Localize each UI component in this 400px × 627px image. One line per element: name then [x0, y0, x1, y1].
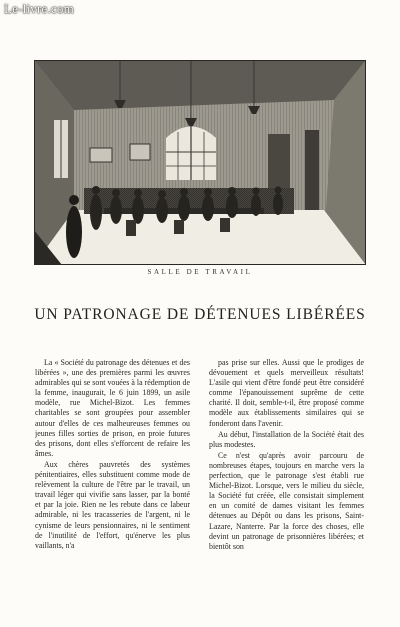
paragraph: Aux chères pauvretés des systèmes pénitentiaires, elles substituent comme mode de relèvement la culture de l'être par le travail, un travail léger qui vivifie sans lasser, par la bonté et par la joie. Rien ne les rebute dans ce labeur admirable, ni les tracasseries de l'argent, ni le cynisme de leurs pensionnaires, ni le sentiment de l'inutilité de l'effort, qu'énerve les plus vaillants, n'a	[35, 459, 190, 550]
site-watermark: Le-livre.com	[4, 1, 74, 16]
text-column-left	[35, 358, 190, 613]
paragraph: Ce n'est qu'après avoir parcouru de nombreuses étapes, toujours en marche vers la perfection, que le patronage s'est établi rue Michel-Bizot. Lorsque, vers le milieu du siècle, la Société fut créée, elle consistait simplement en un comité de dames visitant les femmes détenues au Dépôt ou dans les prisons, Saint-Lazare, Nanterre. Par la force des choses, elle devint un patronage de prisonnières libérées; et bientôt son	[209, 450, 364, 551]
illustration-caption: SALLE DE TRAVAIL	[147, 268, 253, 276]
paragraph: La « Société du patronage des détenues et des libérées », une des premières parmi les œuvres admirables qui se sont vouées à la rédemption de la femme, inaugurait, le 6 juin 1899, un asile modèle, rue Michel-Bizot. Les femmes charitables se sont groupées pour assembler autour d'elles de ces malheureuses femmes ou jeunes filles sorties de prison, en proie futures des prisons, dont elles s'efforcent de refaire les âmes.	[35, 358, 190, 458]
paragraph: pas prise sur elles. Aussi que le prodiges de dévouement et quels merveilleux résultats! L'asile qui vient d'être fondé peut être considéré comme l'épanouissement suprême de cette charité. Il doit, semble-t-il, être proposé comme modèle aux établissements similaires qui se fonderont dans l'avenir.	[209, 358, 364, 428]
engraving-workroom-scene-icon	[34, 60, 366, 265]
text-column-right	[209, 358, 364, 613]
engraving-illustration	[34, 60, 366, 265]
paragraph: Au début, l'installation de la Société était des plus modestes.	[209, 429, 364, 449]
article-title: UN PATRONAGE DE DÉTENUES LIBÉRÉES	[34, 306, 366, 323]
